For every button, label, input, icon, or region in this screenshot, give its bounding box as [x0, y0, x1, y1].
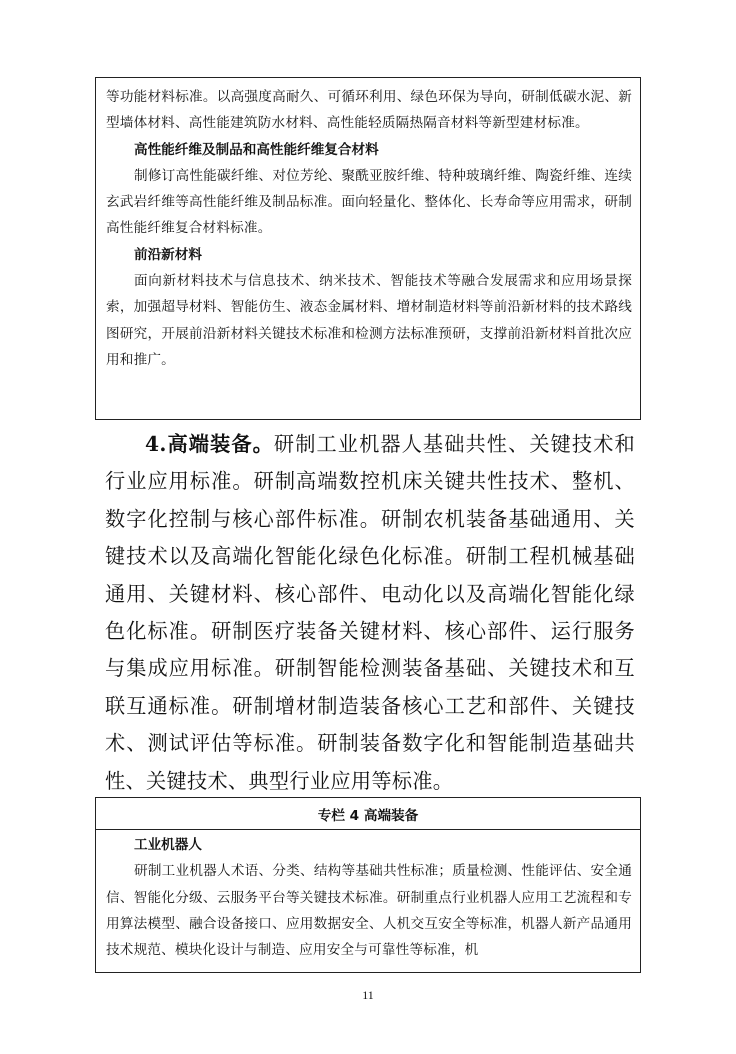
column-title: 专栏 4 高端装备 [96, 798, 640, 830]
special-column-box-materials [95, 77, 641, 420]
column-body [96, 830, 640, 963]
column-section-heading: 高性能纤维及制品和高性能纤维复合材料 [134, 141, 379, 158]
paragraph-text: 研制工业机器人基础共性、关键技术和行业应用标准。研制高端数控机床关键共性技术、整机、数字化控制与核心部件标准。研制农机装备基础通用、关键技术以及高端化智能化绿色化标准。研制工程机械基础通用、关键材料、核心部件、电动化以及高端化智能化绿色化标准。研制医疗装备关键材料、核心部件、运行服务与集成应用标准。研制智能检测装备基础、关键技术和互联互通标准。研制增材制造装备核心工艺和部件、关键技术、测试评估等标准。研制装备数字化和智能制造基础共性、关键技术、典型行业应用等标准。 [105, 432, 635, 793]
column-section-text: 研制工业机器人术语、分类、结构等基础共性标准；质量检测、性能评估、安全通信、智能化分级、云服务平台等关键技术标准。研制重点行业机器人应用工艺流程和专用算法模型、融合设备接口、应用数据安全、人机交互安全等标准，机器人新产品通用技术规范、模块化设计与制造、应用安全与可靠性等标准，机 [106, 863, 632, 959]
column-section-text: 面向新材料技术与信息技术、纳米技术、智能技术等融合发展需求和应用场景探索，加强超导材料、智能仿生、液态金属材料、增材制造材料等前沿新材料的技术路线图研究，开展前沿新材料关键技术标准和检测方法标准预研，支撑前沿新材料首批次应用和推广。 [106, 273, 632, 368]
page-number: 11 [362, 988, 374, 1002]
column-section-text: 制修订高性能碳纤维、对位芳纶、聚酰亚胺纤维、特种玻璃纤维、陶瓷纤维、连续玄武岩纤维等高性能纤维及制品标准。面向轻量化、整体化、长寿命等应用需求，研制高性能纤维复合材料标准。 [106, 167, 632, 237]
column-section-heading: 前沿新材料 [134, 246, 202, 263]
paragraph-number-title: 4.高端装备。 [145, 432, 274, 456]
body-paragraph-high-end-equipment [105, 426, 635, 800]
column-intro-text: 等功能材料标准。以高强度高耐久、可循环利用、绿色环保为导向，研制低碳水泥、新型墙体材料、高性能建筑防水材料、高性能轻质隔热隔音材料等新型建材标准。 [106, 89, 632, 132]
special-column-box-equipment [95, 797, 641, 973]
column-section-heading: 工业机器人 [134, 837, 202, 853]
